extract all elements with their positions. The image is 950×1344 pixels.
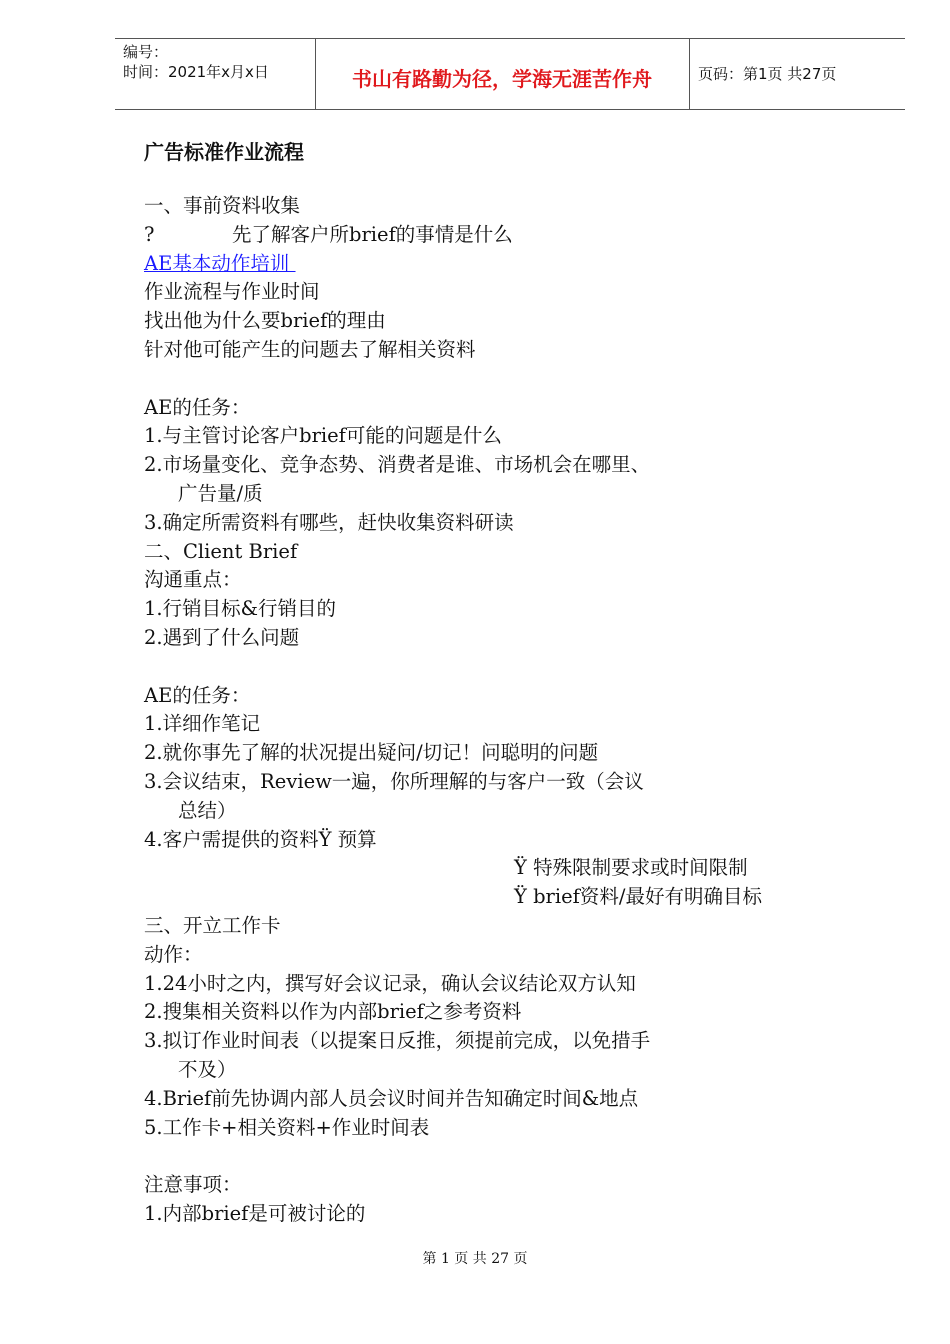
header-motto-cell [315,39,690,109]
comm-item: 1.行销目标&行销目的 [144,597,336,621]
bullet-text: 先了解客户所brief的事情是什么 [232,222,513,246]
task-item: 4.客户需提供的资料Ÿ 预算 [144,827,377,851]
task-item: 2.市场量变化、竞争态势、消费者是谁、市场机会在哪里、 [144,453,651,477]
link-line [144,250,844,279]
text-line: 针对他可能产生的问题去了解相关资料 [144,337,476,361]
action-item: 4.Brief前先协调内部人员会议时间并告知确定时间&地点 [144,1086,639,1110]
section-heading-2: 二、Client Brief [144,539,298,563]
task-item-continued: 广告量/质 [178,481,263,505]
header-meta-cell [115,39,316,109]
ae-task-label: AE的任务： [144,683,251,707]
number-label: 编号： [123,43,169,61]
motto-text: 书山有路勤为径，学海无涯苦作舟 [352,67,652,91]
time-label: 时间：2021年x月x日 [123,63,269,81]
blank-line [144,365,844,394]
blank-line [144,653,844,682]
section-heading-3: 三、开立工作卡 [144,913,281,937]
bullet-mark: ? [144,222,155,246]
action-item: 5.工作卡+相关资料+作业时间表 [144,1115,430,1139]
ae-training-link[interactable]: AE基本动作培训 [144,251,296,275]
task-item-continued: 总结） [178,798,237,822]
page-header [115,38,905,110]
header-page-cell [690,39,905,109]
bullet-line [144,221,844,250]
action-item: 1.24小时之内，撰写好会议记录，确认会议结论双方认知 [144,971,636,995]
task-subitem: Ÿ 特殊限制要求或时间限制 [514,856,748,880]
note-item: 1.内部brief是可被讨论的 [144,1201,366,1225]
page-label: 页码：第1页 共27页 [698,65,837,83]
action-label: 动作： [144,942,203,966]
task-item: 2.就你事先了解的状况提出疑问/切记！问聪明的问题 [144,741,599,765]
action-item: 2.搜集相关资料以作为内部brief之参考资料 [144,1000,522,1024]
notes-label: 注意事项： [144,1173,242,1197]
communication-label: 沟通重点： [144,568,242,592]
section-heading-1: 一、事前资料收集 [144,194,301,217]
page-footer: 第 1 页 共 27 页 [422,1251,528,1267]
task-item: 3.确定所需资料有哪些，赶快收集资料研读 [144,510,514,534]
document-title: 广告标准作业流程 [144,140,304,164]
task-item: 1.详细作笔记 [144,712,261,736]
comm-item: 2.遇到了什么问题 [144,625,300,649]
task-item: 3.会议结束，Review一遍，你所理解的与客户一致（会议 [144,769,644,793]
action-item-continued: 不及） [178,1057,237,1081]
task-subitem: Ÿ brief资料/最好有明确目标 [514,885,762,909]
ae-task-label: AE的任务： [144,395,251,419]
blank-line [144,1142,844,1171]
action-item: 3.拟订作业时间表（以提案日反推，须提前完成，以免措手 [144,1029,651,1053]
task-item: 1.与主管讨论客户brief可能的问题是什么 [144,424,502,448]
text-line: 找出他为什么要brief的理由 [144,309,386,333]
text-line: 作业流程与作业时间 [144,280,320,304]
document-body [144,192,844,1229]
